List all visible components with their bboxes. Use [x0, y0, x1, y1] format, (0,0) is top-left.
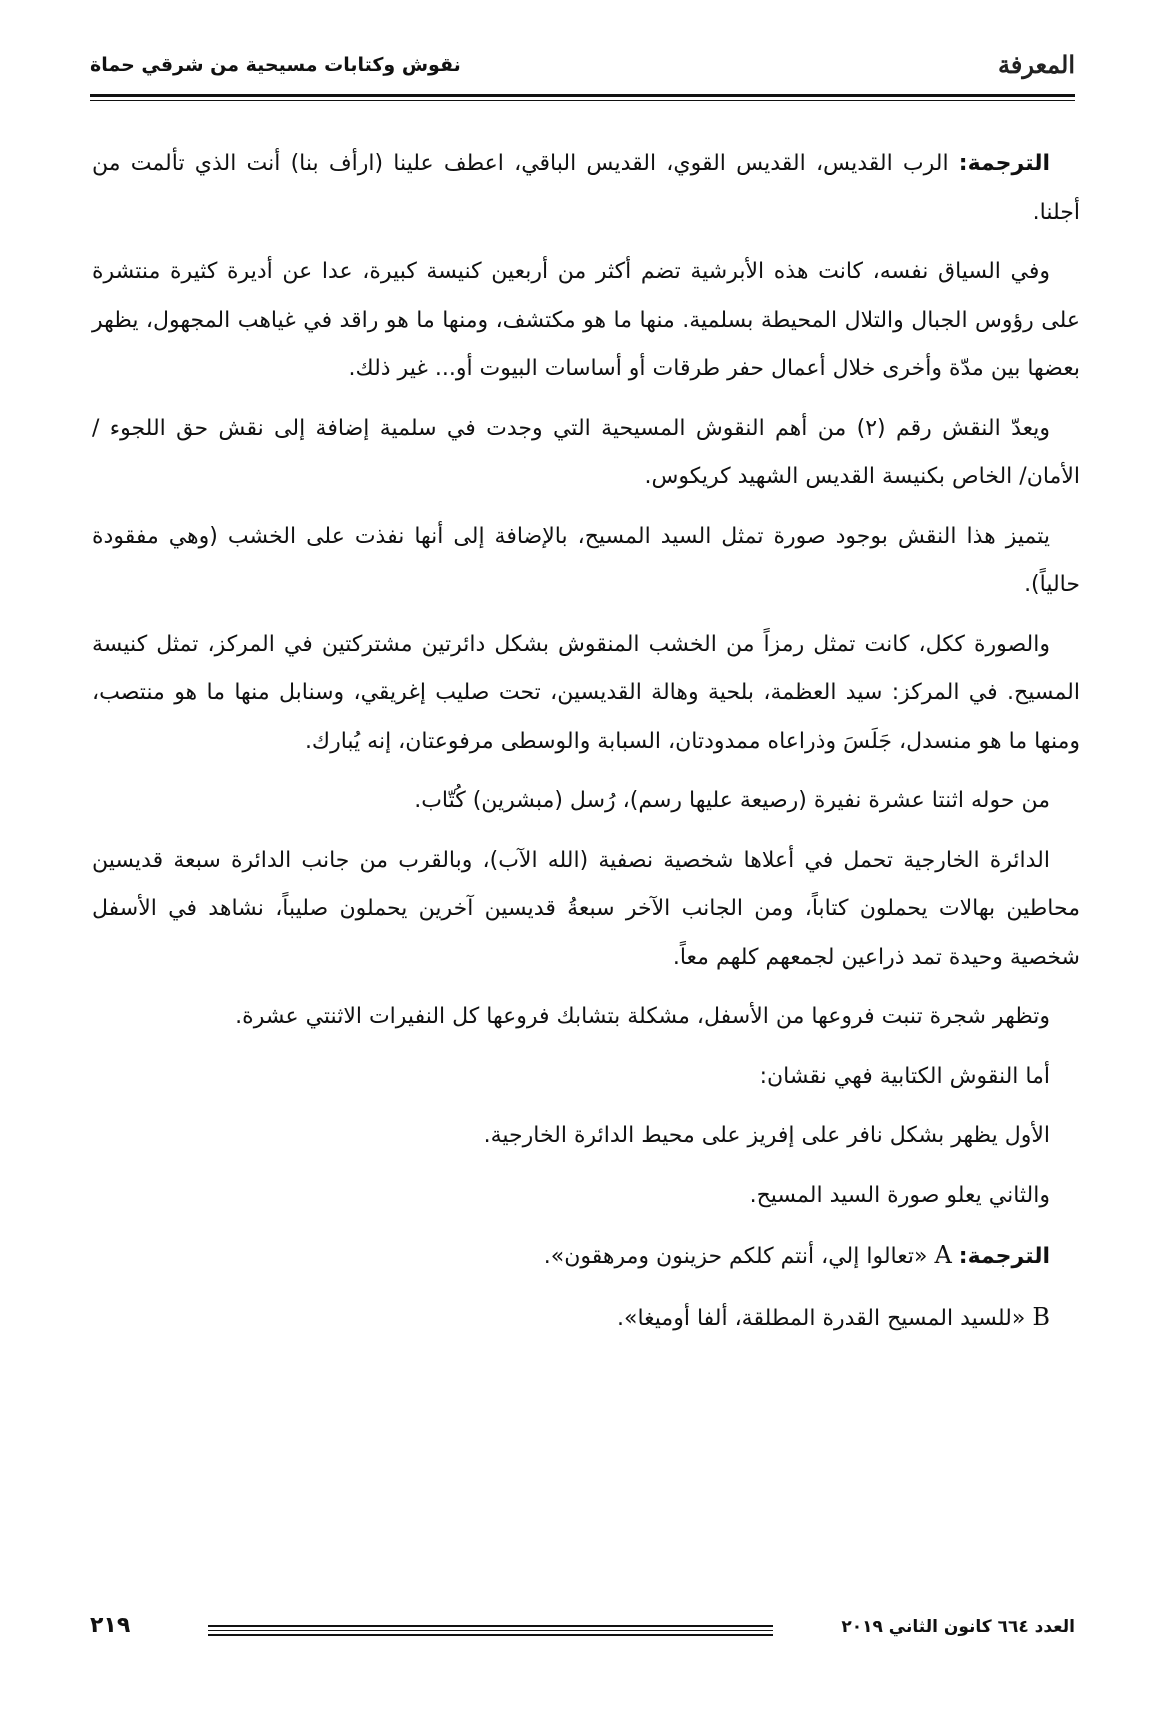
paragraph: وتظهر شجرة تنبت فروعها من الأسفل، مشكلة بتشابك فروعها كل النفيرات الاثنتي عشرة.	[235, 1004, 1050, 1029]
running-header	[90, 48, 1075, 88]
inscription-letter-a: A	[934, 1241, 952, 1269]
paragraph-translation	[92, 140, 1080, 237]
page-footer	[90, 1613, 1075, 1647]
header-rule-thin	[90, 100, 1075, 101]
article-body	[92, 140, 1080, 1354]
translation-label: الترجمة:	[958, 1244, 1050, 1269]
issue-info: العدد ٦٦٤ كانون الثاني ٢٠١٩	[841, 1617, 1075, 1637]
paragraph-translation-a	[92, 1231, 1080, 1282]
paragraph: يتميز هذا النقش بوجود صورة تمثل السيد المسيح، بالإضافة إلى أنها نفذت على الخشب (وهي مفقودة حالياً).	[92, 523, 1080, 597]
paragraph-text: الرب القديس، القديس القوي، القديس الباقي، اعطف علينا (ارأف بنا) أنت الذي تألمت من أجلنا.	[92, 151, 1080, 225]
paragraph: الأول يظهر بشكل نافر على إفريز على محيط الدائرة الخارجية.	[483, 1123, 1050, 1148]
footer-rules	[208, 1625, 773, 1637]
paragraph-translation-b	[92, 1293, 1080, 1344]
paragraph: والصورة ككل، كانت تمثل رمزاً من الخشب المنقوش بشكل دائرتين مشتركتين في المركز، تمثل كنيسة المسيح. في المركز: سيد العظمة، بلحية وهالة القديسين، تحت صليب إغريقي، وسنابل منها ما هو منتصب، ومنها ما هو منسدل، جَلَسَ وذراعاه ممدودتان، السبابة والوسطى مرفوعتان، إنه يُبارك.	[92, 631, 1080, 754]
translation-label: الترجمة:	[958, 151, 1050, 176]
translation-b-text: «للسيد المسيح القدرة المطلقة، ألفا أوميغا».	[617, 1305, 1026, 1331]
inscription-letter-b: B	[1032, 1302, 1050, 1331]
footer-rule	[208, 1625, 773, 1627]
page-number: ٢١٩	[90, 1613, 131, 1638]
footer-rule	[208, 1630, 773, 1631]
footer-rule	[208, 1634, 773, 1636]
paragraph: والثاني يعلو صورة السيد المسيح.	[749, 1182, 1050, 1208]
paragraph: الدائرة الخارجية تحمل في أعلاها شخصية نصفية (الله الآب)، وبالقرب من جانب الدائرة سبعة قديسين محاطين بهالات يحملون كتاباً، ومن الجانب الآخر سبعةُ قديسين آخرين يحملون صليباً، نشاهد في الأسفل شخصية وحيدة تمد ذراعين لجمعهم كلهم معاً.	[92, 847, 1080, 970]
paragraph: وفي السياق نفسه، كانت هذه الأبرشية تضم أكثر من أربعين كنيسة كبيرة، عدا عن أديرة كثيرة منتشرة على رؤوس الجبال والتلال المحيطة بسلمية. منها ما هو مكتشف، ومنها ما هو راقد في غياهب المجهول، يظهر بعضها بين مدّة وأخرى خلال أعمال حفر طرقات أو أساسات البيوت أو... غير ذلك.	[92, 259, 1080, 381]
header-rule-thick	[90, 94, 1075, 97]
paragraph: أما النقوش الكتابية فهي نقشان:	[759, 1063, 1050, 1089]
paragraph: من حوله اثنتا عشرة نفيرة (رصيعة عليها رسم)، رُسل (مبشرين) كُتّاب.	[414, 788, 1050, 813]
running-title: نقوش وكتابات مسيحية من شرقي حماة	[90, 54, 461, 76]
translation-a-text: «تعالوا إلي، أنتم كلكم حزينون ومرهقون».	[543, 1244, 928, 1269]
magazine-logo: المعرفة	[997, 50, 1075, 79]
paragraph: ويعدّ النقش رقم (٢) من أهم النقوش المسيحية التي وجدت في سلمية إضافة إلى نقش حق اللجوء /الأمان/ الخاص بكنيسة القديس الشهيد كريكوس.	[92, 415, 1080, 489]
